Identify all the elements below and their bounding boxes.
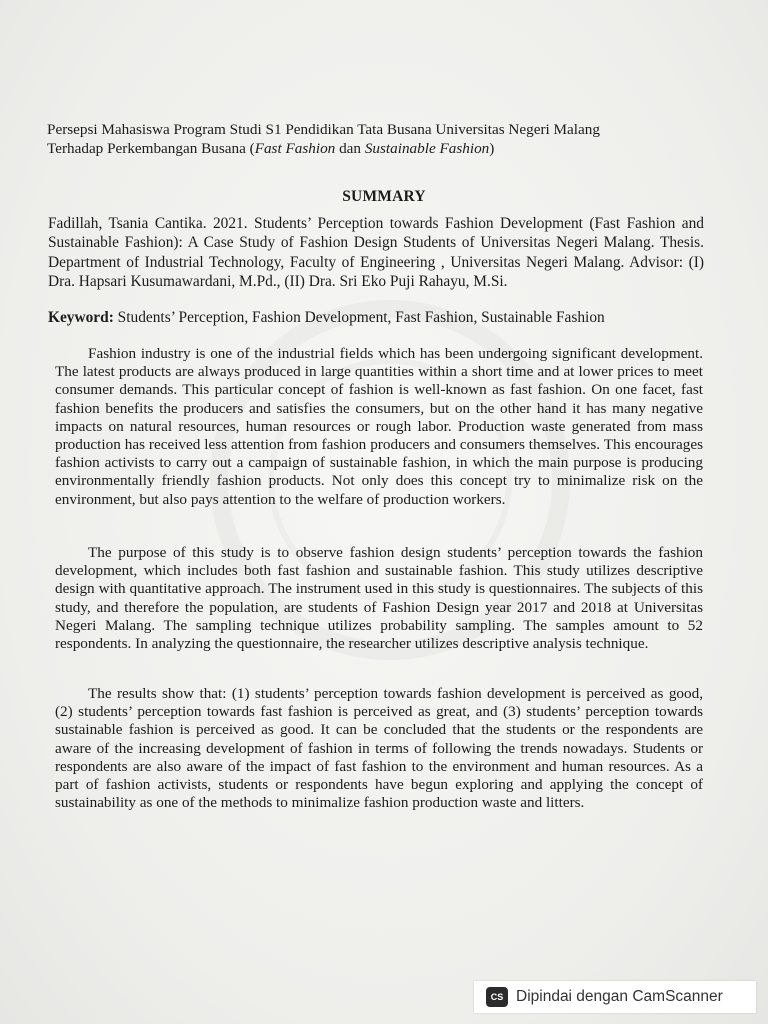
summary-heading: SUMMARY bbox=[342, 188, 426, 205]
keyword-text: Students’ Perception, Fashion Development, Fast Fashion, Sustainable Fashion bbox=[113, 309, 605, 326]
paragraph-1: Fashion industry is one of the industrial fields which has been undergoing significant development. The latest products are always produced in large quantities within a short time and at lower prices to meet consumer demands. This particular concept of fashion is well-known as fast fashion. On one facet, fast fashion benefits the producers and satisfies the consumers, but on the other hand it has many negative impacts on natural resources, human resources or rough labor. Production waste generated from mass production has received less attention from fashion producers and consumers themselves. This encourages fashion activists to carry out a campaign of sustainable fashion, in which the main purpose is producing environmentally friendly fashion products. Not only does this concept try to minimalize risk on the environment, but also pays attention to the welfare of production workers. bbox=[55, 345, 703, 508]
camscanner-stamp bbox=[474, 981, 756, 1013]
thesis-title bbox=[47, 120, 727, 158]
title-line-2-suffix: ) bbox=[489, 140, 495, 157]
title-line-2-mid: dan bbox=[335, 140, 365, 157]
paragraph-2: The purpose of this study is to observe fashion design students’ perception towards the fashion development, which includes both fast fashion and sustainable fashion. This study utilizes descriptive design with quantitative approach. The instrument used in this study is questionnaires. The subjects of this study, and therefore the population, are students of Fashion Design year 2017 and 2018 at Universitas Negeri Malang. The sampling technique utilizes probability sampling. The samples amount to 52 respondents. In analyzing the questionnaire, the researcher utilizes descriptive analysis technique. bbox=[55, 544, 703, 653]
keyword-label: Keyword: bbox=[48, 309, 114, 326]
title-line-1: Persepsi Mahasiswa Program Studi S1 Pendidikan Tata Busana Universitas Negeri Malang bbox=[47, 121, 600, 138]
title-fast-fashion: Fast Fashion bbox=[254, 140, 336, 157]
camscanner-text: Dipindai dengan CamScanner bbox=[516, 988, 723, 1005]
title-sustainable-fashion: Sustainable Fashion bbox=[364, 140, 490, 157]
citation: Fadillah, Tsania Cantika. 2021. Students’ Perception towards Fashion Development (Fast Fashion and Sustainable Fashion): A Case Study of Fashion Design Students of Universitas Negeri Malang. Thesis. Department of Industrial Technology, Faculty of Engineering , Universitas Negeri Malang. Advisor: (I) Dra. Hapsari Kusumawardani, M.Pd., (II) Dra. Sri Eko Puji Rahayu, M.Si. bbox=[48, 215, 704, 291]
title-line-2 bbox=[47, 139, 727, 158]
camscanner-logo-icon: CS bbox=[486, 987, 508, 1007]
title-line-2-prefix: Terhadap Perkembangan Busana ( bbox=[47, 140, 255, 157]
paragraph-3: The results show that: (1) students’ perception towards fashion development is perceived as good, (2) students’ perception towards fast fashion is perceived as great, and (3) students’ perception towards sustainable fashion is perceived as good. It can be concluded that the students or the respondents are aware of the increasing development of fashion in terms of following the trends nowadays. Students or respondents are also aware of the impact of fast fashion to the environment and human resources. As a part of fashion activists, students or respondents have begun exploring and applying the concept of sustainability as one of the methods to minimalize fashion production waste and litters. bbox=[55, 685, 703, 812]
keywords bbox=[48, 308, 728, 327]
